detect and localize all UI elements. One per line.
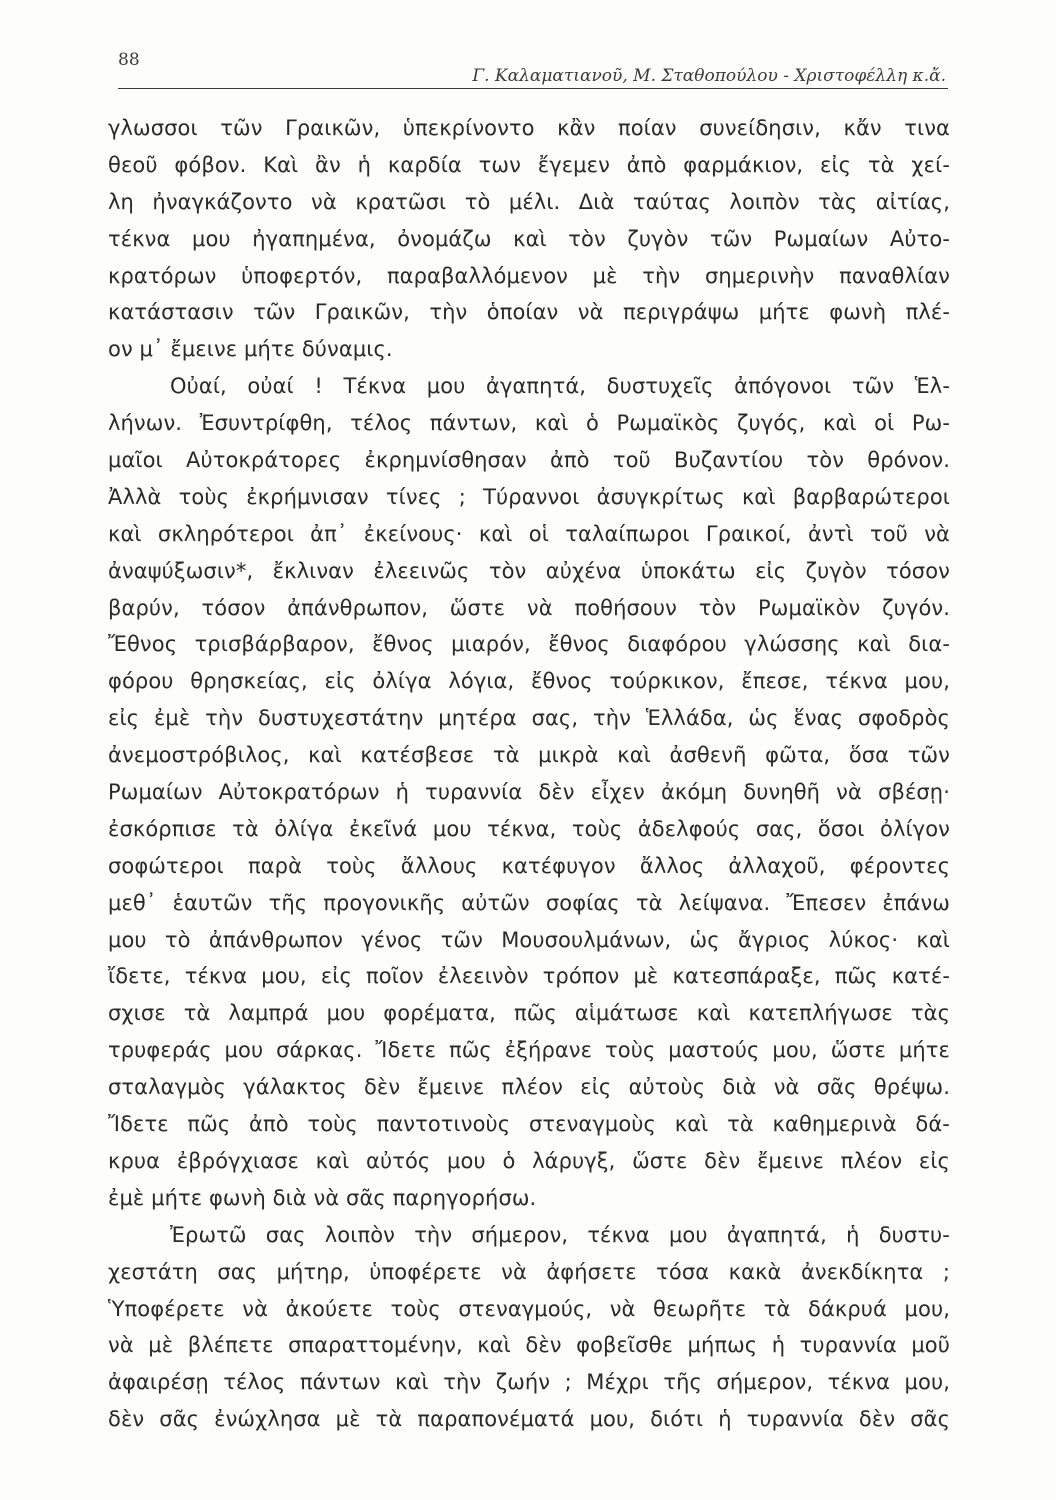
text-line: Ἐρωτῶ σας λοιπὸν τὴν σήμερον, τέκνα μου ἀγαπητά, ἡ δυστυ- (170, 1222, 950, 1247)
text-line: λήνων. Ἐσυντρίφθη, τέλος πάντων, καὶ ὁ Ρωμαϊκὸς ζυγός, καὶ οἱ Ρω- (108, 411, 950, 436)
text-line: σοφώτεροι παρὰ τοὺς ἄλλους κατέφυγον ἄλλος ἀλλαχοῦ, φέροντες (108, 853, 950, 878)
text-line: Ὑποφέρετε νὰ ἀκούετε τοὺς στεναγμούς, νὰ θεωρῆτε τὰ δάκρυά μου, (108, 1296, 950, 1321)
text-line: κρυα ἐβρόγχιασε καὶ αὐτός μου ὁ λάρυγξ, ὥστε δὲν ἔμεινε πλέον εἰς (108, 1148, 950, 1173)
text-line: τέκνα μου ἠγαπημένα, ὀνομάζω καὶ τὸν ζυγὸν τῶν Ρωμαίων Αὐτο- (108, 226, 950, 251)
text-line: Ἔθνος τρισβάρβαρον, ἔθνος μιαρόν, ἔθνος διαφόρου γλώσσης καὶ δια- (108, 632, 950, 657)
text-line: νὰ μὲ βλέπετε σπαραττομένην, καὶ δὲν φοβεῖσθε μήπως ἡ τυραννία μοῦ (108, 1333, 950, 1358)
body-text (108, 110, 950, 1438)
text-line: κατάστασιν τῶν Γραικῶν, τὴν ὁποίαν νὰ περιγράψω μήτε φωνὴ πλέ- (108, 300, 950, 325)
text-line: κρατόρων ὑποφερτόν, παραβαλλόμενον μὲ τὴν σημερινὴν παναθλίαν (108, 263, 950, 288)
text-line: Οὐαί, οὐαί ! Τέκνα μου ἀγαπητά, δυστυχεῖς ἀπόγονοι τῶν Ἑλ- (170, 374, 950, 399)
text-line: ον μ᾿ ἔμεινε μήτε δύναμις. (108, 337, 393, 362)
text-line: εἰς ἐμὲ τὴν δυστυχεστάτην μητέρα σας, τὴν Ἑλλάδα, ὡς ἕνας σφοδρὸς (108, 706, 950, 731)
running-title: Γ. Καλαματιανοῦ, Μ. Σταθοπούλου - Χριστοφέλλη κ.ἄ. (472, 66, 946, 86)
text-line: μαῖοι Αὐτοκράτορες ἐκρημνίσθησαν ἀπὸ τοῦ Βυζαντίου τὸν θρόνον. (108, 448, 950, 473)
text-line: μεθ᾿ ἑαυτῶν τῆς προγονικῆς αὐτῶν σοφίας τὰ λείψανα. Ἔπεσεν ἐπάνω (108, 890, 950, 915)
text-line: ἀναψύξωσιν*, ἔκλιναν ἐλεεινῶς τὸν αὐχένα ὑποκάτω εἰς ζυγὸν τόσον (108, 558, 950, 583)
text-line: γλωσσοι τῶν Γραικῶν, ὑπεκρίνοντο κἂν ποίαν συνείδησιν, κἄν τινα (108, 116, 950, 140)
text-line: μου τὸ ἀπάνθρωπον γένος τῶν Μουσουλμάνων, ὡς ἄγριος λύκος· καὶ (108, 927, 950, 952)
text-line: δὲν σᾶς ἐνώχλησα μὲ τὰ παραπονέματά μου, διότι ἡ τυραννία δὲν σᾶς (108, 1407, 950, 1432)
text-line: ἴδετε, τέκνα μου, εἰς ποῖον ἐλεεινὸν τρόπον μὲ κατεσπάραξε, πῶς κατέ- (108, 964, 950, 989)
text-line: Ἴδετε πῶς ἀπὸ τοὺς παντοτινοὺς στεναγμοὺς καὶ τὰ καθημερινὰ δά- (108, 1112, 950, 1137)
running-head (118, 48, 948, 89)
text-line: θεοῦ φόβον. Καὶ ἂν ἡ καρδία των ἔγεμεν ἀπὸ φαρμάκιον, εἰς τὰ χεί- (108, 152, 950, 177)
text-line: τρυφεράς μου σάρκας. Ἴδετε πῶς ἐξήρανε τοὺς μαστούς μου, ὥστε μήτε (108, 1038, 950, 1063)
text-line: λη ἠναγκάζοντο νὰ κρατῶσι τὸ μέλι. Διὰ ταύτας λοιπὸν τὰς αἰτίας, (108, 189, 950, 214)
text-line: ἀνεμοστρόβιλος, καὶ κατέσβεσε τὰ μικρὰ καὶ ἀσθενῆ φῶτα, ὅσα τῶν (108, 743, 950, 768)
text-line: φόρου θρησκείας, εἰς ὀλίγα λόγια, ἔθνος τούρκικον, ἔπεσε, τέκνα μου, (108, 669, 950, 694)
text-line: ἐσκόρπισε τὰ ὀλίγα ἐκεῖνά μου τέκνα, τοὺς ἀδελφούς σας, ὅσοι ὀλίγον (108, 816, 950, 841)
text-line: σταλαγμὸς γάλακτος δὲν ἔμεινε πλέον εἰς αὐτοὺς διὰ νὰ σᾶς θρέψω. (108, 1075, 950, 1100)
page-number: 88 (118, 50, 140, 70)
text-line: ἀφαιρέσῃ τέλος πάντων καὶ τὴν ζωήν ; Μέχρι τῆς σήμερον, τέκνα μου, (108, 1370, 950, 1395)
text-line: χεστάτη σας μήτηρ, ὑποφέρετε νὰ ἀφήσετε τόσα κακὰ ἀνεκδίκητα ; (108, 1259, 950, 1284)
text-line: ἐμὲ μήτε φωνὴ διὰ νὰ σᾶς παρηγορήσω. (108, 1185, 537, 1210)
text-line: σχισε τὰ λαμπρά μου φορέματα, πῶς αἱμάτωσε καὶ κατεπλήγωσε τὰς (108, 1001, 950, 1026)
text-line: Ρωμαίων Αὐτοκρατόρων ἡ τυραννία δὲν εἶχεν ἀκόμη δυνηθῆ νὰ σβέσῃ· (108, 780, 950, 805)
text-line: βαρύν, τόσον ἀπάνθρωπον, ὥστε νὰ ποθήσουν τὸν Ρωμαϊκὸν ζυγόν. (108, 595, 950, 620)
text-line: Ἀλλὰ τοὺς ἐκρήμνισαν τίνες ; Τύραννοι ἀσυγκρίτως καὶ βαρβαρώτεροι (108, 484, 950, 509)
text-line: καὶ σκληρότεροι ἀπ᾿ ἐκείνους· καὶ οἱ ταλαίπωροι Γραικοί, ἀντὶ τοῦ νὰ (108, 521, 950, 546)
